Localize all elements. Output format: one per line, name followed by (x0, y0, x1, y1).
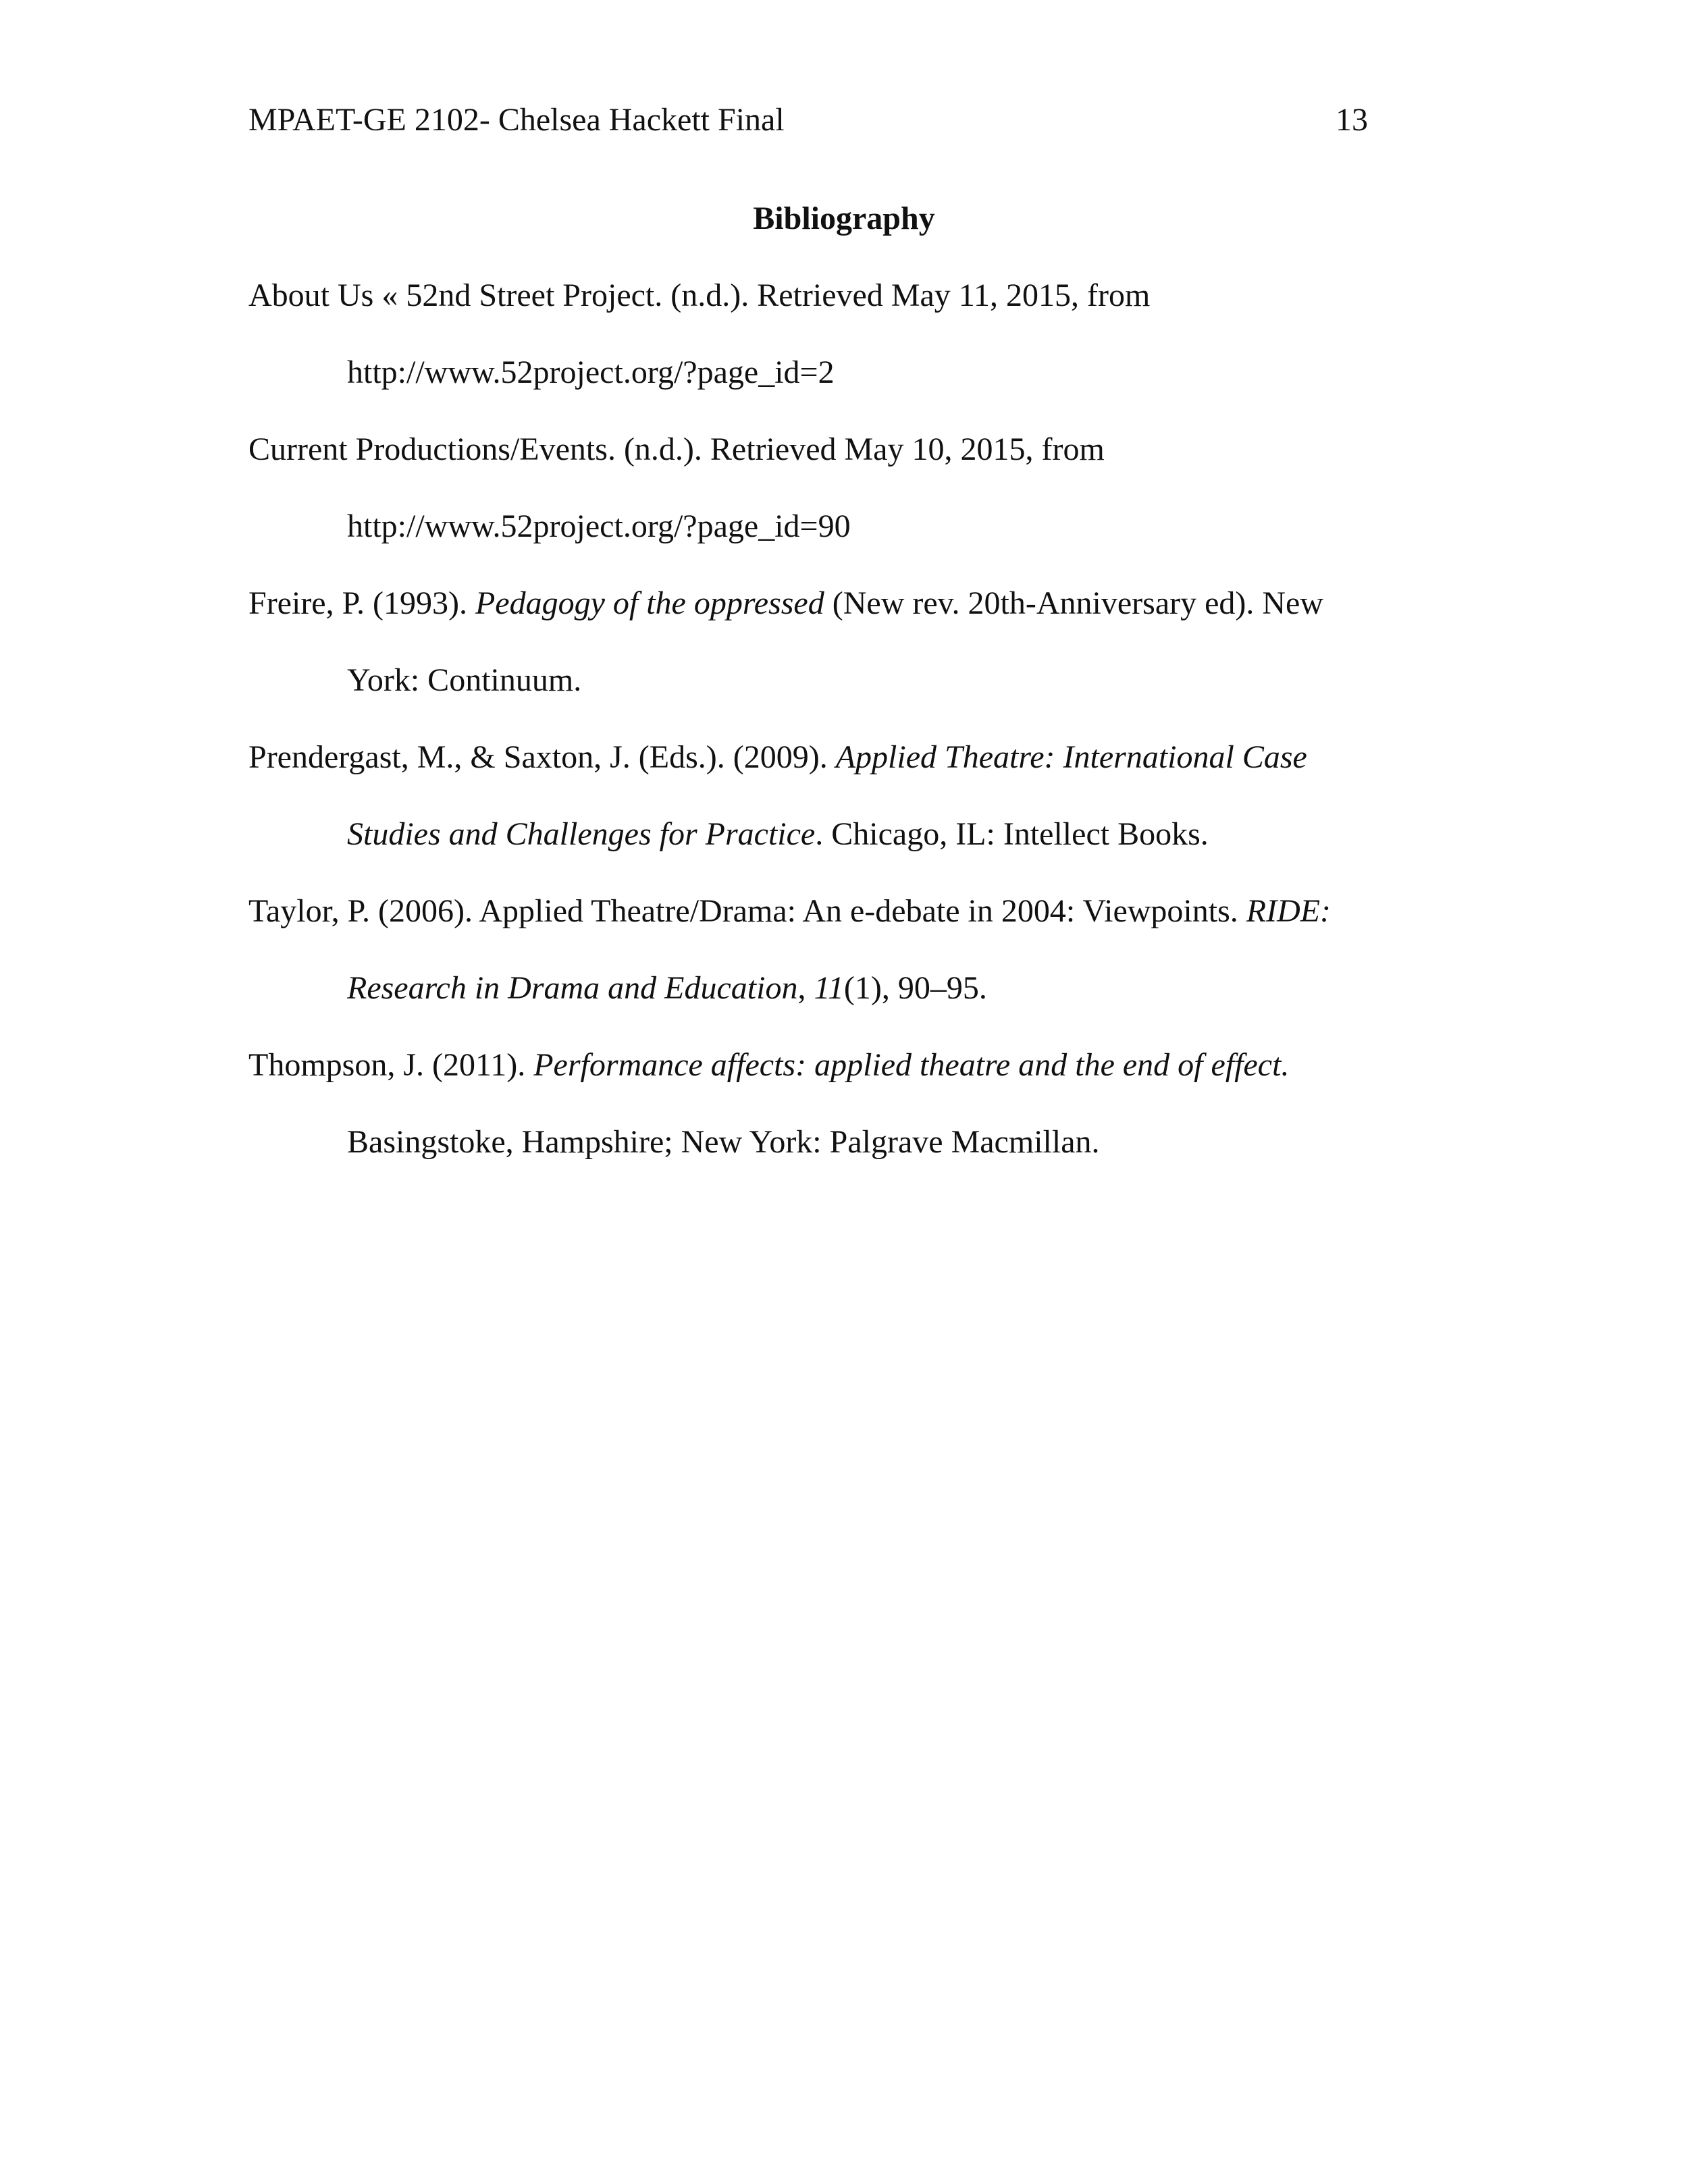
entry-continuation-line (248, 1121, 1464, 1198)
entry-first-line (248, 736, 1464, 813)
entry-continuation-line (248, 505, 1464, 582)
entry-text: About Us « 52nd Street Project. (n.d.). Retrieved May 11, 2015, from (248, 277, 1151, 313)
entry-volume-italic: 11 (814, 970, 844, 1006)
entry-text: Taylor, P. (2006). Applied Theatre/Drama: An e-debate in 2004: Viewpoints. (248, 893, 1246, 929)
entry-text: . Chicago, IL: Intellect Books. (815, 816, 1209, 852)
bibliography-entry (248, 736, 1464, 890)
entry-continuation-line (248, 813, 1464, 890)
entry-first-line (248, 582, 1464, 659)
entry-text: Current Productions/Events. (n.d.). Retrieved May 10, 2015, from (248, 431, 1105, 467)
running-header: MPAET-GE 2102- Chelsea Hackett Final (248, 102, 785, 138)
entry-text: York: Continuum. (347, 662, 582, 698)
entry-first-line (248, 274, 1464, 351)
entry-title-italic: Performance affects: applied theatre and the end of effect. (533, 1047, 1290, 1083)
entry-journal-italic: Research in Drama and Education (347, 970, 798, 1006)
entry-text: Prendergast, M., & Saxton, J. (Eds.). (2009). (248, 739, 836, 775)
page-number: 13 (1336, 102, 1368, 138)
entry-text: Freire, P. (1993). (248, 585, 475, 621)
bibliography-entry (248, 428, 1464, 582)
entry-text: (1), 90–95. (843, 970, 987, 1006)
entry-text: Thompson, J. (2011). (248, 1047, 534, 1083)
bibliography-entry (248, 1044, 1464, 1198)
entry-title-italic: Pedagogy of the oppressed (475, 585, 824, 621)
bibliography-entry (248, 582, 1464, 736)
entry-title-italic: Applied Theatre: International Case (835, 739, 1307, 775)
entry-first-line (248, 890, 1464, 967)
bibliography-list (248, 274, 1464, 1198)
entry-title-italic: Studies and Challenges for Practice (347, 816, 816, 852)
entry-journal-italic: RIDE: (1246, 893, 1331, 929)
bibliography-entry (248, 274, 1464, 428)
entry-first-line (248, 428, 1464, 505)
entry-first-line (248, 1044, 1464, 1121)
entry-text: , (797, 970, 814, 1006)
bibliography-entry (248, 890, 1464, 1044)
page-title: Bibliography (753, 201, 935, 236)
entry-text: (New rev. 20th-Anniversary ed). New (824, 585, 1324, 621)
entry-url: http://www.52project.org/?page_id=2 (347, 354, 835, 390)
entry-continuation-line (248, 659, 1464, 736)
entry-continuation-line (248, 967, 1464, 1044)
entry-continuation-line (248, 351, 1464, 428)
entry-text: Basingstoke, Hampshire; New York: Palgrave Macmillan. (347, 1124, 1100, 1160)
entry-url: http://www.52project.org/?page_id=90 (347, 508, 851, 544)
